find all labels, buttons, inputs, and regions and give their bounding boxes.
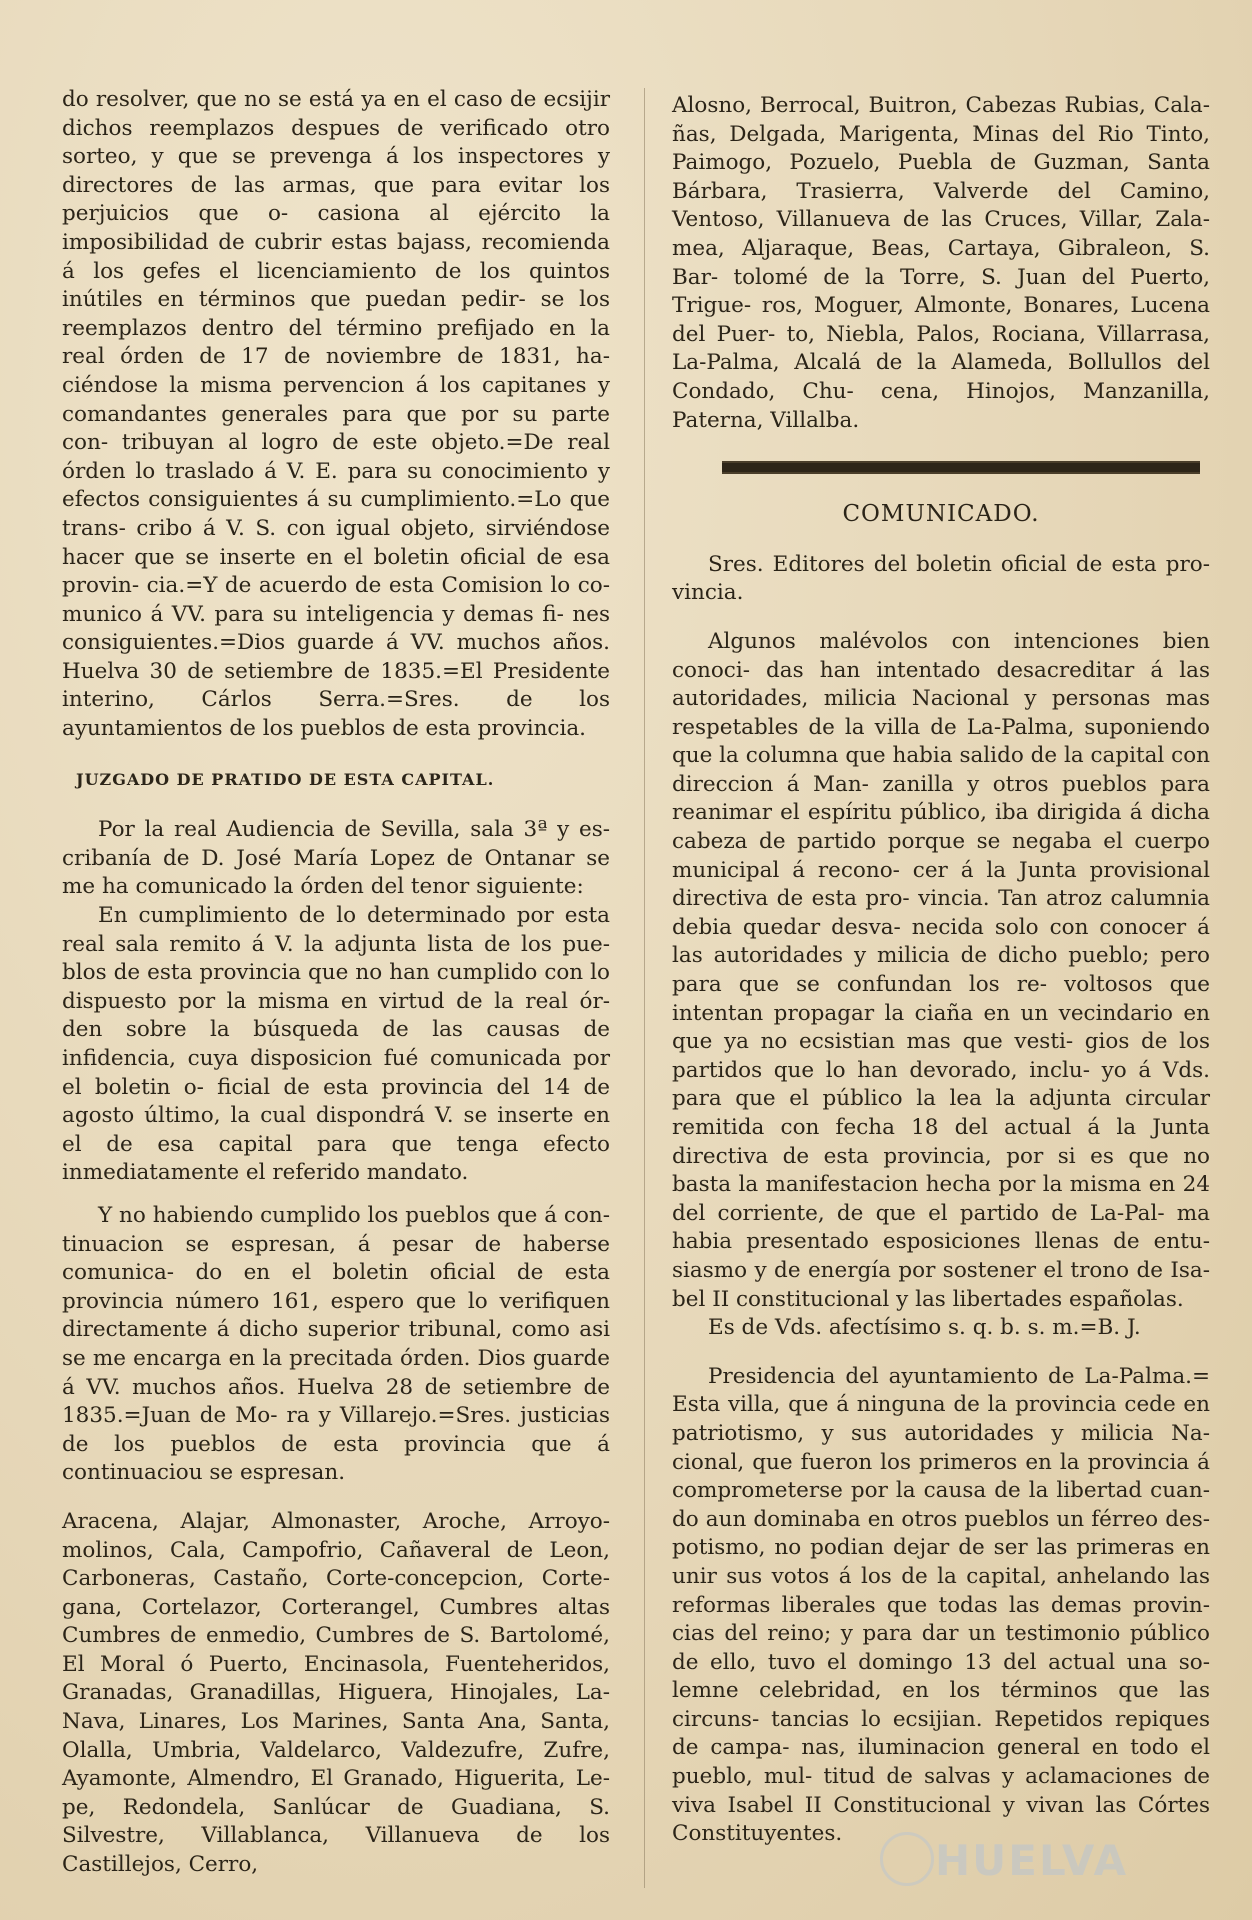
towns-list-right: Alosno, Berrocal, Buitron, Cabezas Rubias, Cala- ñas, Delgada, Marigenta, Minas del Rio Tinto, Paimogo, Pozuelo, Puebla de Guzman, Santa Bárbara, Trasierra, Valverde del Camino, Ventoso, Villanueva de las Cruces, Villar, Zala- mea, Aljaraque, Beas, Cartaya, Gibraleon, S. Bar- tolomé de la Torre, S. Juan del Puerto, Trigue- ros, Moguer, Almonte, Bonares, Lucena del Puer- to, Niebla, Palos, Rociana, Villarrasa, La-Palma, Alcalá de la Alameda, Bollullos del Condado, Chu- cena, Hinojos, Manzanilla, Paterna, Villalba.: [672, 93, 1210, 433]
comunicado-heading: COMUNICADO.: [842, 501, 1040, 528]
signature-line: Es de Vds. afectísimo s. q. b. s. m.=B. J.: [708, 1315, 1141, 1341]
salutation: Sres. Editores del boletin oficial de esta pro- vincia.: [672, 551, 1210, 606]
watermark: HUELVA: [935, 1836, 1129, 1885]
right-paragraph-2: Presidencia del ayuntamiento de La-Palma.= Esta villa, que á ninguna de la provincia cede en patriotismo, y sus autoridades y milicia Na- cional, que fueron los primeros en la provincia á comprometerse por la causa de la libertad cuan- do aun dominaba en otros pueblos un férreo des- potismo, no podian dejar de ser las primeras en unir sus votos á los de la capital, anhelando las reformas liberales que todas las demas provin- cias del reino; y para dar un testimonio público de ello, tuvo el domingo 13 del actual una so- lemne celebridad, en los términos que las circuns- tancias lo ecsijian. Repetidos repiques de campa- nas, iluminacion general en todo el pueblo, mul- titud de salvas y aclamaciones de viva Isabel II Constitucional y vivan las Córtes Constituyentes.: [672, 1363, 1210, 1847]
left-paragraph-1: do resolver, que no se está ya en el caso de ecsijir dichos reemplazos despues de verificado otro sorteo, y que se prevenga á los inspectores y directores de las armas, que para evitar los perjuicios que o- casiona al ejército la imposibilidad de cubrir estas bajass, recomienda á los gefes el licenciamiento de los quintos inútiles en términos que puedan pedir- se los reemplazos dentro del término prefijado en la real órden de 17 de noviembre de 1831, ha- ciéndose la misma pervencion á los capitanes y comandantes generales para que por su parte con- tribuyan al logro de este objeto.=De real órden lo traslado á V. E. para su conocimiento y efectos consiguientes á su cumplimiento.=Lo que trans- cribo á V. S. con igual objeto, sirviéndose hacer que se inserte en el boletin oficial de esa provin- cia.=Y de acuerdo de esta Comision lo co- munico á VV. para su inteligencia y demas fi- nes consiguientes.=Dios guarde á VV. muchos años. Huelva 30 de setiembre de 1835.=El Presidente interino, Cárlos Serra.=Sres. de los ayuntamientos de los pueblos de esta provincia.: [62, 87, 610, 742]
right-column: [672, 92, 1210, 1849]
right-paragraph-1: Algunos malévolos con intenciones bien conoci- das han intentado desacreditar á las autoridades, milicia Nacional y personas mas respetables de la villa de La-Palma, suponiendo que la columna que habia salido de la capital con direccion á Man- zanilla y otros pueblos para reanimar el espíritu público, iba dirigida á dicha cabeza de partido porque se negaba el cuerpo municipal á recono- cer á la Junta provisional directiva de esta pro- vincia. Tan atroz calumnia debia quedar desva- necida solo con conocer á las autoridades y milicia de dicho pueblo; pero para que se confundan los re- voltosos que intentan propagar la ciaña en un vecindario en que ya no ecsistian mas que vesti- gios de los partidos que lo han devorado, inclu- yo á Vds. para que el público la lea la adjunta circular remitida con fecha 18 del actual á la Junta directiva de esta provincia, por si es que no basta la manifestacion hecha por la misma en 24 del corriente, de que el partido de La-Pal- ma habia presentado esposiciones llenas de entu- siasmo y de energía por sostener el trono de Isa- bel II constitucional y las libertades españolas.: [672, 628, 1210, 1312]
left-column: [62, 86, 610, 1880]
section-rule: [722, 461, 1200, 474]
column-divider: [644, 88, 645, 1888]
left-paragraph-3: En cumplimiento de lo determinado por esta real sala remito á V. la adjunta lista de los pue- blos de esta provincia que no han cumplido con lo dispuesto por la misma en virtud de la real ór- den sobre la búsqueda de las causas de infidencia, cuya disposicion fué comunicada por el boletin o- ficial de esta provincia del 14 de agosto último, la cual dispondrá V. se inserte en el de esa capital para que tenga efecto inmediatamente el referido mandato.: [62, 903, 610, 1186]
section-title-juzgado: JUZGADO DE PRATIDO DE ESTA CAPITAL.: [76, 769, 495, 789]
watermark-badge-icon: [880, 1832, 934, 1886]
towns-list-left: Aracena, Alajar, Almonaster, Aroche, Arroyo- molinos, Cala, Campofrio, Cañaveral de Leon, Carboneras, Castaño, Corte-concepcion, Corte- gana, Cortelazor, Corterangel, Cumbres altas Cumbres de enmedio, Cumbres de S. Bartolomé, El Moral ó Puerto, Encinasola, Fuenteheridos, Granadas, Granadillas, Higuera, Hinojales, La- Nava, Linares, Los Marines, Santa Ana, Santa, Olalla, Umbria, Valdelarco, Valdezufre, Zufre, Ayamonte, Almendro, El Granado, Higuerita, Le- pe, Redondela, Sanlúcar de Guadiana, S. Silvestre, Villablanca, Villanueva de los Castillejos, Cerro,: [62, 1508, 610, 1878]
left-paragraph-4: Y no habiendo cumplido los pueblos que á con- tinuacion se espresan, á pesar de haberse comunica- do en el boletin oficial de esta provincia número 161, espero que lo verifiquen directamente á dicho superior tribunal, como asi se me encarga en la precitada órden. Dios guarde á VV. muchos años. Huelva 28 de setiembre de 1835.=Juan de Mo- ra y Villarejo.=Sres. justicias de los pueblos de esta provincia que á continuaciou se espresan.: [62, 1202, 610, 1486]
left-paragraph-2: Por la real Audiencia de Sevilla, sala 3ª y es- cribanía de D. José María Lopez de Ontanar se me ha comunicado la órden del tenor siguiente:: [62, 817, 610, 900]
